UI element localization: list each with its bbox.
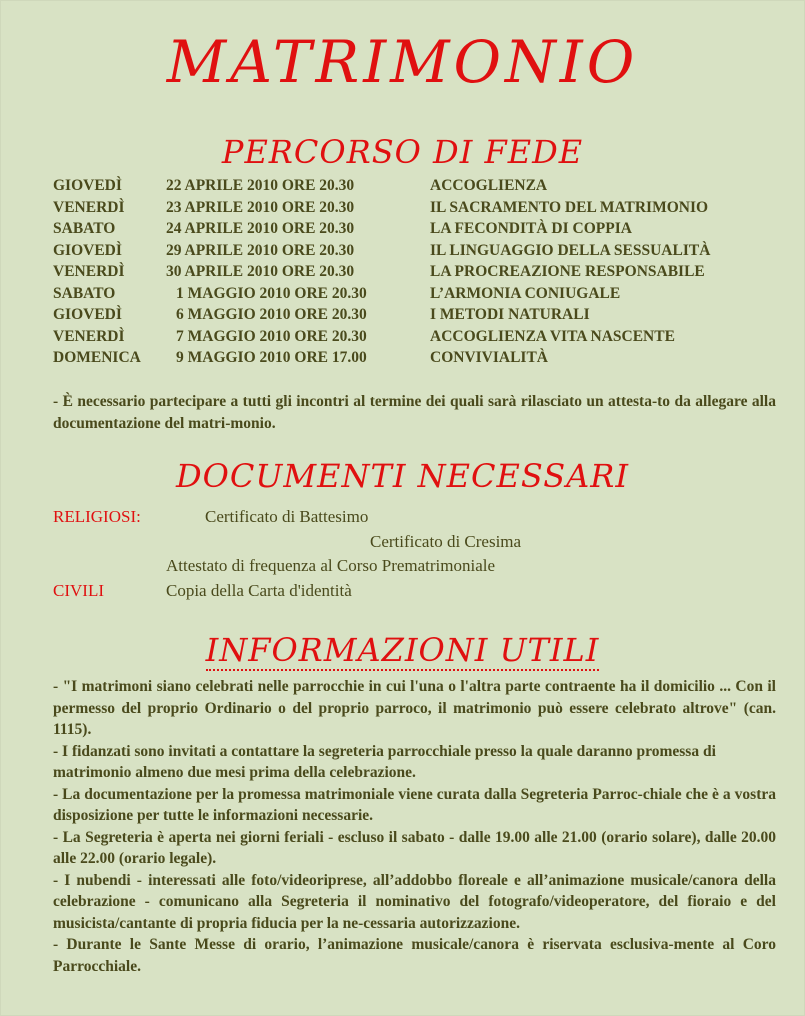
schedule-day: DOMENICA (53, 349, 141, 366)
documenti-title: DOCUMENTI NECESSARI (176, 457, 629, 495)
info-item: - Durante le Sante Messe di orario, l’animazione musicale/canora è riservata esclusiva-mente al Coro Parrocchiale. (53, 936, 776, 975)
schedule-date: 1 MAGGIO 2010 ORE 20.30 (176, 284, 367, 302)
schedule-day: VENERDÌ (53, 327, 125, 345)
schedule-topic: I METODI NATURALI (430, 306, 590, 323)
schedule-day: GIOVEDÌ (53, 306, 122, 323)
schedule-date: 30 APRILE 2010 ORE 20.30 (166, 263, 355, 280)
schedule-day: GIOVEDÌ (53, 241, 122, 259)
info-item: - I fidanzati sono invitati a contattare la segreteria parrocchiale presso la quale daranno promessa di matrimonio almeno due mesi prima della celebrazione. (53, 742, 716, 781)
documents-row (53, 505, 776, 530)
documents-row (53, 579, 776, 604)
info-list (53, 676, 776, 977)
info-item: - La Segreteria è aperta nei giorni feriali - escluso il sabato - dalle 19.00 alle 21.00 (orario solare), dalle 20.00 alle 22.00 (orario legale). (53, 828, 776, 867)
schedule-day: VENERDÌ (53, 198, 125, 216)
schedule-date: 24 APRILE 2010 ORE 20.30 (166, 220, 355, 237)
document-item: Certificato di Cresima (370, 531, 522, 551)
schedule-date: 29 APRILE 2010 ORE 20.30 (166, 241, 355, 259)
schedule-topic: CONVIVIALITÀ (430, 349, 548, 366)
info-item: - I nubendi - interessati alle foto/videoriprese, all’addobbo floreale e all’animazione musicale/canora della celebrazione - comunicano alla Segreteria il nominativo del fotografo/videoperatore, del fioraio e del musicista/cantante di propria fiducia per la ne-cessaria autorizzazione. (53, 871, 776, 932)
schedule-topic: LA PROCREAZIONE RESPONSABILE (430, 263, 705, 280)
schedule-topic: LA FECONDITÀ DI COPPIA (430, 220, 632, 237)
schedule-date: 6 MAGGIO 2010 ORE 20.30 (176, 306, 367, 323)
schedule-topic: L’ARMONIA CONIUGALE (430, 284, 621, 302)
schedule-day: SABATO (53, 220, 116, 237)
document-item: Copia della Carta d'identità (166, 580, 352, 600)
schedule-day: GIOVEDÌ (53, 177, 122, 194)
informazioni-title (0, 630, 805, 670)
schedule-day: VENERDÌ (53, 263, 125, 280)
document-item: Certificato di Battesimo (205, 507, 369, 526)
schedule-day: SABATO (53, 284, 116, 302)
schedule-date: 22 APRILE 2010 ORE 20.30 (166, 177, 355, 194)
schedule-topic: IL SACRAMENTO DEL MATRIMONIO (430, 198, 709, 216)
info-item: - La documentazione per la promessa matrimoniale viene curata dalla Segreteria Parroc-chiale che è a vostra disposizione per tutte le informazioni necessarie. (53, 785, 776, 824)
schedule-topic: ACCOGLIENZA (430, 177, 548, 194)
religiosi-label: RELIGIOSI: (53, 507, 141, 526)
percorso-title: PERCORSO DI FEDE (221, 133, 584, 171)
page-title: MATRIMONIO (166, 28, 639, 96)
schedule-topic: ACCOGLIENZA VITA NASCENTE (430, 327, 675, 345)
documents-row (53, 530, 776, 555)
schedule-date: 9 MAGGIO 2010 ORE 17.00 (176, 349, 367, 366)
schedule-date: 23 APRILE 2010 ORE 20.30 (166, 198, 355, 216)
documents-list (53, 505, 776, 603)
info-item: - "I matrimoni siano celebrati nelle parrocchie in cui l'una o l'altra parte contraente ha il domicilio ... Con il permesso del proprio Ordinario o del proprio parroco, il matrimonio può essere celebrato altrove" (can. 1115). (53, 678, 776, 738)
civili-label: CIVILI (53, 580, 104, 600)
attendance-note: - È necessario partecipare a tutti gli incontri al termine dei quali sarà rilasciato un attesta-to da allegare alla documentazione del matri-monio. (53, 393, 776, 432)
informazioni-title-text: INFORMAZIONI UTILI (205, 631, 600, 669)
schedule-topic: IL LINGUAGGIO DELLA SESSUALITÀ (430, 241, 711, 259)
document-item: Attestato di frequenza al Corso Prematrimoniale (166, 556, 496, 575)
documents-row (53, 554, 776, 579)
schedule-date: 7 MAGGIO 2010 ORE 20.30 (176, 327, 367, 345)
